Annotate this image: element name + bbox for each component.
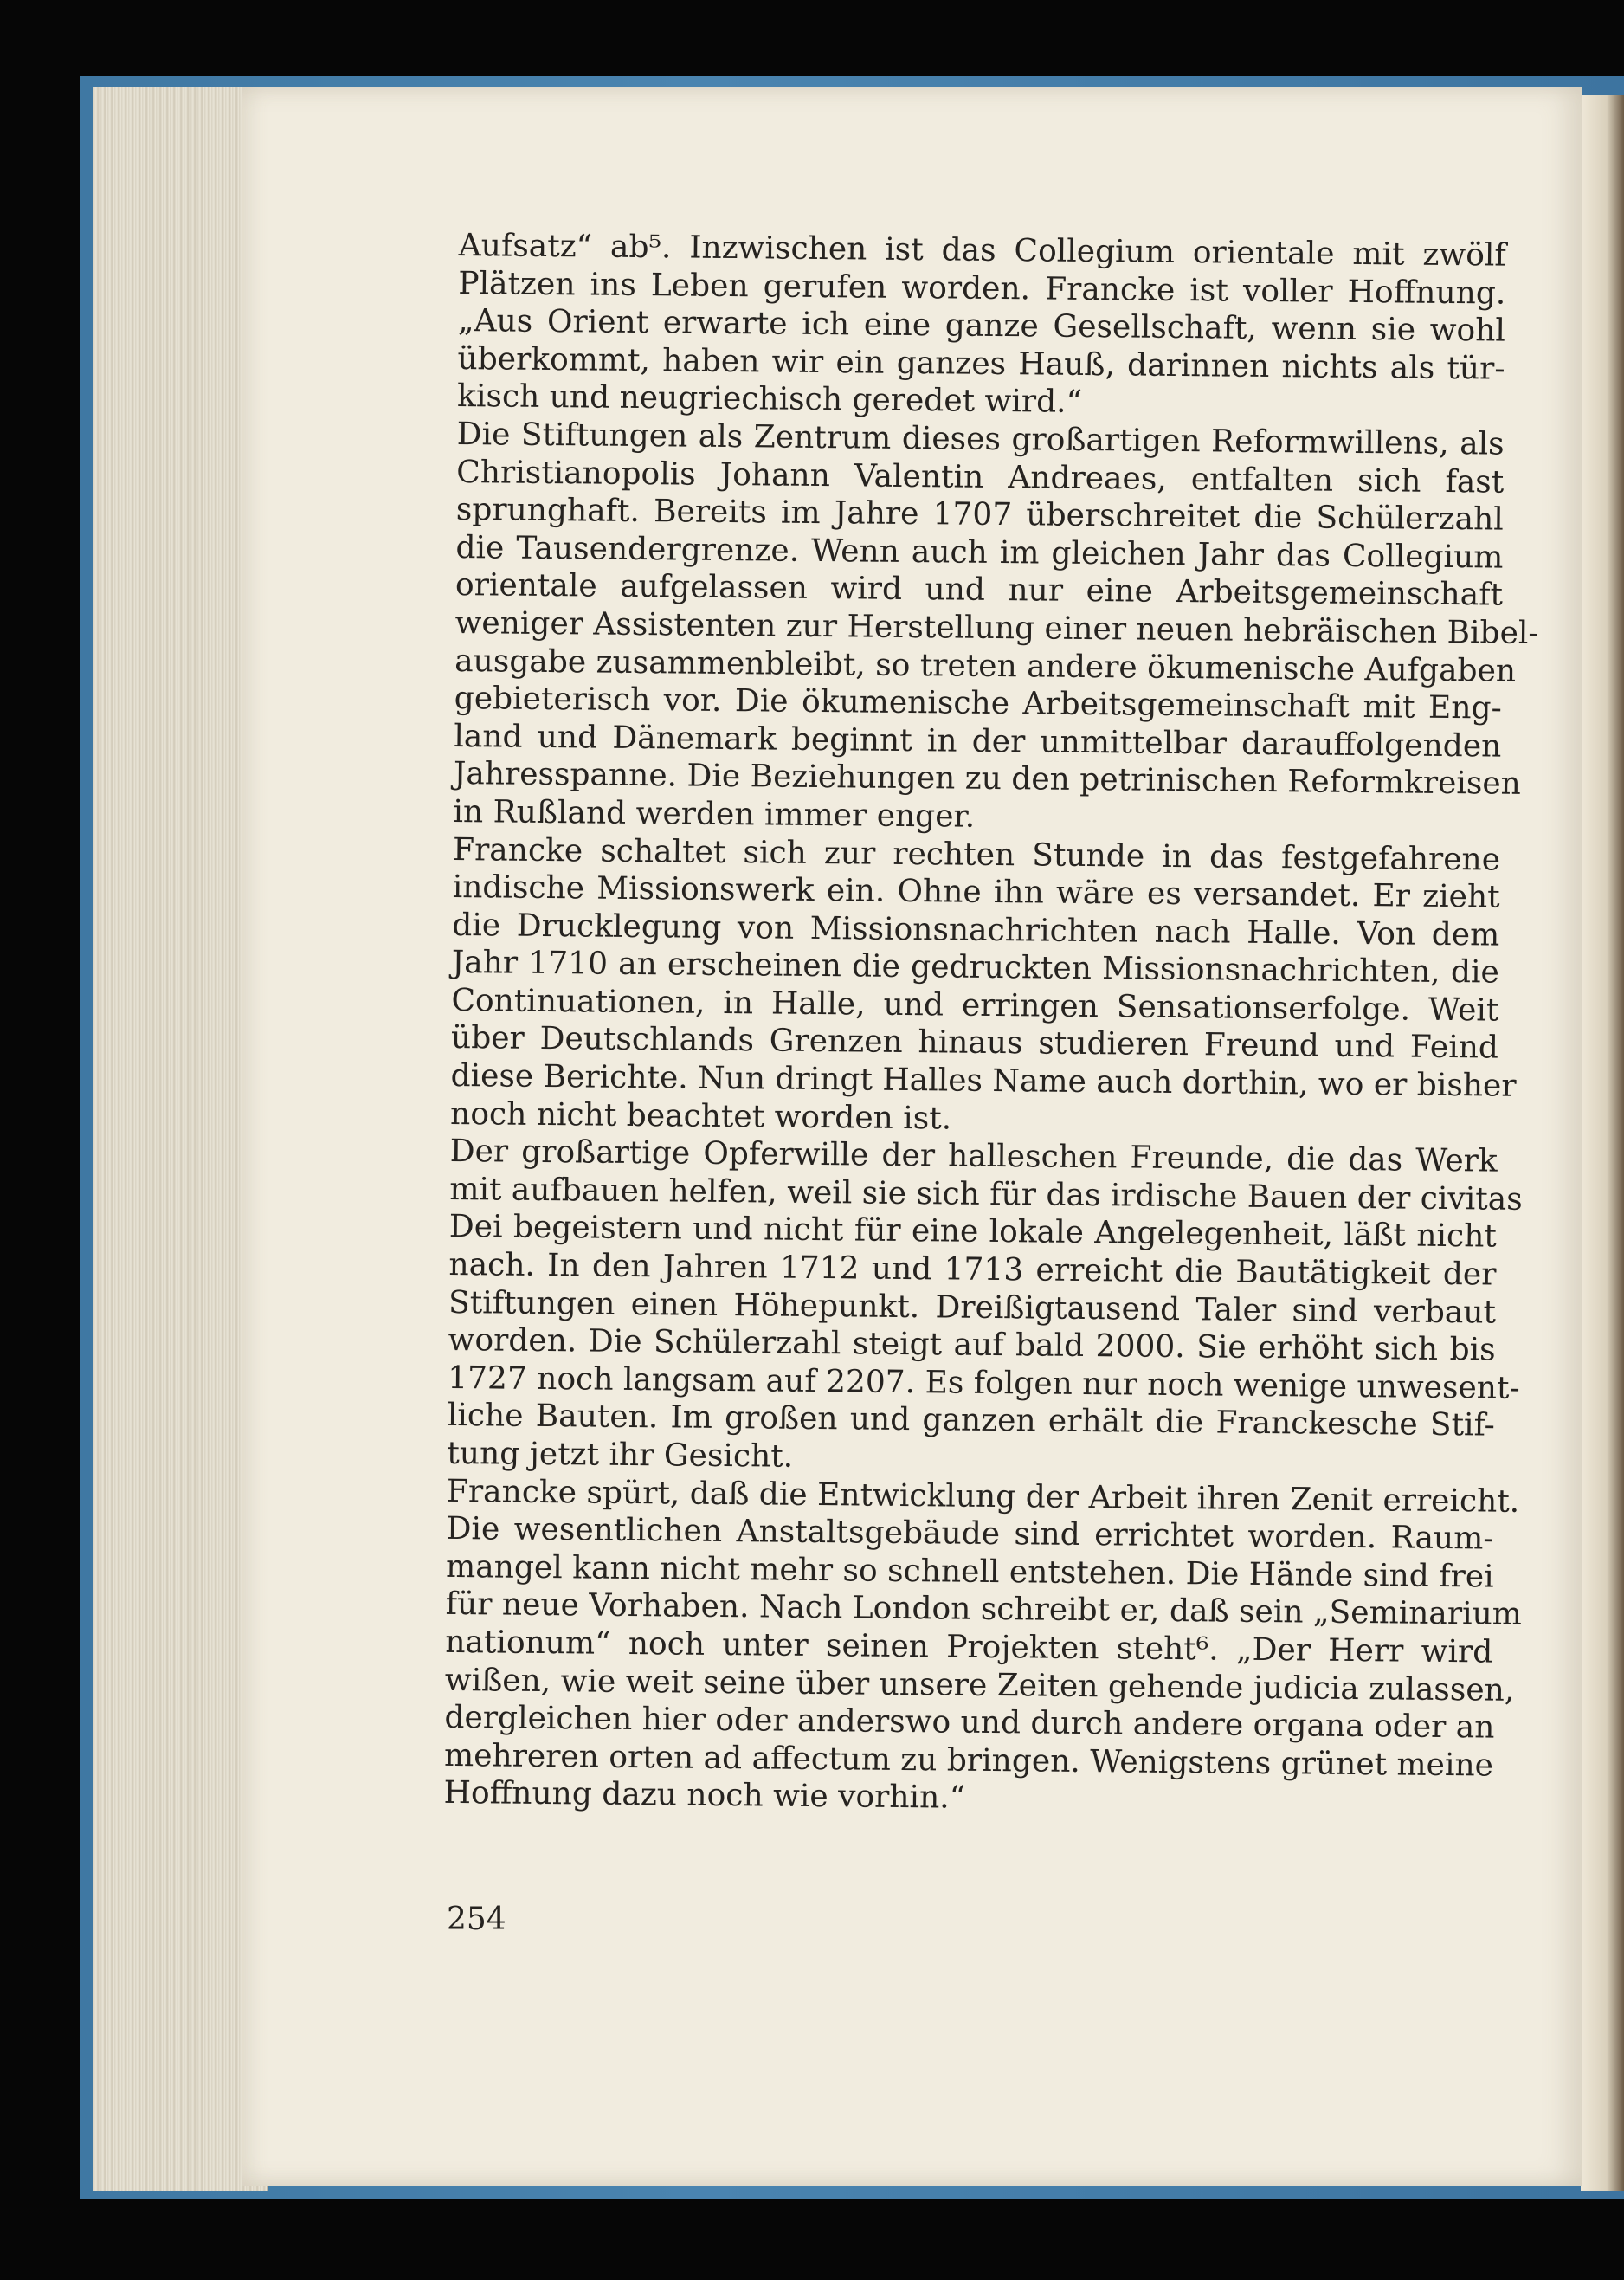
- paragraph: [457, 227, 1506, 426]
- text-line: diese Berichte. Nun dringt Halles Name auch dorthin, wo er bisher: [450, 1058, 1517, 1104]
- text-line: Der großartige Opferwille der halleschen Freunde, die das Werk: [449, 1134, 1498, 1179]
- paragraph: [449, 830, 1517, 1142]
- text-line: für neue Vorhaben. Nach London schreibt er, daß sein „Seminarium: [445, 1586, 1523, 1633]
- text-line: Die wesentlichen Anstaltsgebäude sind errichtet worden. Raum-: [446, 1511, 1494, 1557]
- facing-page-edge: [1581, 95, 1624, 2191]
- text-line: Plätzen ins Leben gerufen worden. Francke ist voller Hoffnung.: [458, 265, 1506, 312]
- text-line: worden. Die Schülerzahl steigt auf bald 2000. Sie erhöht sich bis: [448, 1322, 1496, 1368]
- text-line: land und Dänemark beginnt in der unmittelbar darauffolgenden: [454, 718, 1502, 765]
- text-line: nationum“ noch unter seinen Projekten steht⁶. „Der Herr wird: [445, 1624, 1493, 1670]
- text-line: weniger Assistenten zur Herstellung einer neuen hebräischen Bibel-: [454, 604, 1539, 651]
- text-line: Die Stiftungen als Zentrum dieses großartigen Reformwillens, als: [456, 416, 1505, 462]
- text-line: mangel kann nicht mehr so schnell entstehen. Die Hände sind frei: [445, 1548, 1494, 1595]
- text-line: mit aufbauen helfen, weil sie sich für das irdische Bauen der civitas: [449, 1171, 1523, 1218]
- text-line: indische Missionswerk ein. Ohne ihn wäre es versandet. Er zieht: [452, 869, 1500, 915]
- paragraph: [447, 1133, 1523, 1482]
- text-line: nach. In den Jahren 1712 und 1713 erreicht die Bautätigkeit der: [448, 1246, 1497, 1293]
- paragraph: [443, 1473, 1523, 1823]
- text-line: ausgabe zusammenbleibt, so treten andere ökumenische Aufgaben: [454, 643, 1517, 689]
- text-line: noch nicht beachtet worden ist.: [449, 1095, 952, 1137]
- text-line: sprunghaft. Bereits im Jahre 1707 überschreitet die Schülerzahl: [455, 492, 1505, 538]
- text-line: Aufsatz“ ab⁵. Inzwischen ist das Collegium orientale mit zwölf: [458, 227, 1506, 274]
- page-body-text: [443, 227, 1539, 1822]
- text-line: kisch und neugriechisch geredet wird.“: [456, 378, 1083, 421]
- text-line: Francke spürt, daß die Entwicklung der Arbeit ihren Zenit erreicht.: [446, 1473, 1520, 1520]
- text-line: „Aus Orient erwarte ich eine ganze Gesellschaft, wenn sie wohl: [457, 303, 1506, 349]
- text-line: gebieterisch vor. Die ökumenische Arbeitsgemeinschaft mit Eng-: [454, 681, 1502, 727]
- text-line: mehreren orten ad affectum zu bringen. Wenigstens grünet meine: [443, 1737, 1494, 1784]
- text-line: Continuationen, in Halle, und erringen Sensationserfolge. Weit: [451, 982, 1499, 1029]
- text-line: 1727 noch langsam auf 2207. Es folgen nur noch wenige unwesent-: [448, 1360, 1520, 1406]
- text-line: überkommt, haben wir ein ganzes Hauß, darinnen nichts als tür-: [457, 340, 1505, 387]
- text-line: Jahresspanne. Die Beziehungen zu den petrinischen Reformkreisen: [453, 756, 1522, 803]
- text-line: Dei begeistern und nicht für eine lokale Angelegenheit, läßt nicht: [448, 1209, 1498, 1255]
- text-line: die Drucklegung von Missionsnachrichten nach Halle. Von dem: [452, 907, 1500, 953]
- paragraph: [453, 416, 1539, 841]
- text-line: in Rußland werden immer enger.: [453, 793, 976, 835]
- text-line: orientale aufgelassen wird und nur eine Arbeitsgemeinschaft: [454, 567, 1504, 613]
- text-line: wißen, wie weit seine über unsere Zeiten gehende judicia zulassen,: [444, 1662, 1515, 1708]
- text-line: die Tausendergrenze. Wenn auch im gleichen Jahr das Collegium: [455, 529, 1504, 576]
- text-line: Francke schaltet sich zur rechten Stunde in das festgefahrene: [452, 831, 1501, 878]
- text-line: tung jetzt ihr Gesicht.: [447, 1435, 794, 1475]
- text-line: dergleichen hier oder anderswo und durch andere organa oder an: [444, 1700, 1495, 1746]
- text-line: liche Bauten. Im großen und ganzen erhält die Franckesche Stif-: [447, 1398, 1495, 1444]
- page-number: 254: [447, 1902, 506, 1937]
- text-line: Christianopolis Johann Valentin Andreaes, entfalten sich fast: [456, 454, 1505, 501]
- text-line: Jahr 1710 an erscheinen die gedruckten Missionsnachrichten, die: [451, 945, 1499, 991]
- text-line: Hoffnung dazu noch wie vorhin.“: [443, 1775, 966, 1817]
- text-line: Stiftungen einen Höhepunkt. Dreißigtausend Taler sind verbaut: [448, 1284, 1497, 1331]
- text-line: über Deutschlands Grenzen hinaus studieren Freund und Feind: [450, 1020, 1499, 1067]
